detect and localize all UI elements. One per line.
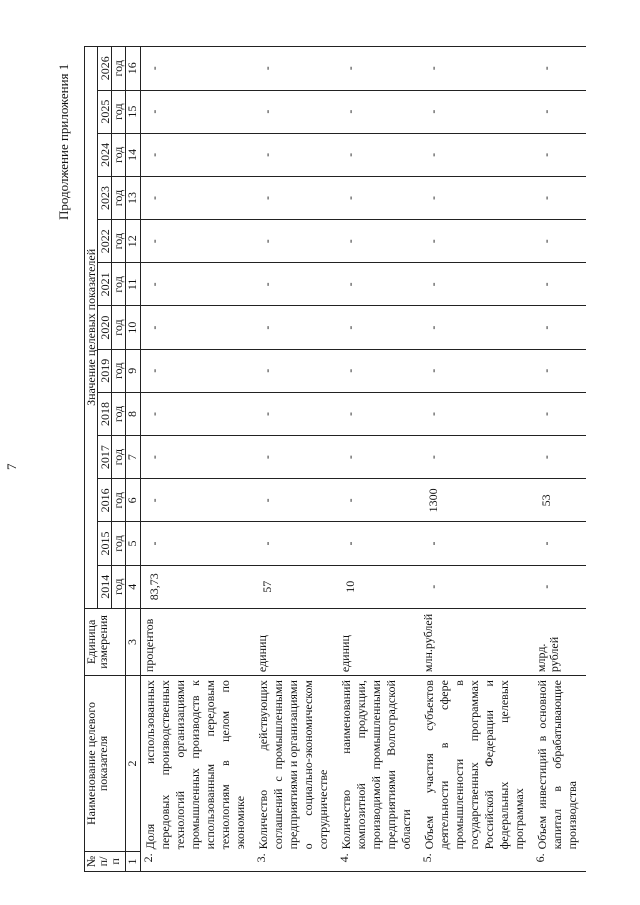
indicator-unit: единиц — [337, 608, 420, 675]
indicator-value: - — [254, 522, 337, 565]
year-suffix: год — [111, 566, 124, 608]
year-value: 2014 — [98, 574, 112, 599]
indicator-value: 57 — [254, 565, 337, 608]
column-number: 3 — [126, 608, 141, 675]
year-suffix: год — [111, 306, 124, 348]
indicator-value: - — [254, 133, 337, 176]
indicator-value: - — [337, 176, 420, 219]
indicator-value: - — [254, 392, 337, 435]
table-row — [141, 47, 255, 872]
row-number: 2. — [141, 851, 255, 871]
year-header — [98, 133, 126, 176]
indicator-value: - — [533, 220, 586, 263]
indicator-value: - — [141, 522, 255, 565]
indicator-value: - — [337, 263, 420, 306]
year-value: 2022 — [98, 229, 112, 254]
indicator-value: - — [254, 176, 337, 219]
indicator-value: - — [337, 306, 420, 349]
year-header — [98, 90, 126, 133]
indicator-value: - — [141, 47, 255, 91]
indicator-value: - — [533, 90, 586, 133]
indicator-value: - — [533, 263, 586, 306]
indicator-name: Объем участия субъектов деятельности в сфере промышленности в государственных программах Российской Федерации и федеральных целевых программах — [420, 676, 533, 852]
indicator-value: - — [254, 479, 337, 522]
column-number: 5 — [126, 522, 141, 565]
year-header — [98, 47, 126, 91]
indicator-value: - — [254, 349, 337, 392]
indicator-value: - — [141, 176, 255, 219]
year-value: 2023 — [98, 186, 112, 210]
indicator-value: - — [420, 522, 533, 565]
year-value: 2017 — [98, 445, 112, 470]
year-value: 2020 — [98, 315, 112, 340]
indicator-value: - — [141, 392, 255, 435]
indicator-value: - — [141, 263, 255, 306]
year-suffix: год — [111, 522, 124, 564]
year-value: 2016 — [98, 488, 112, 513]
year-value: 2018 — [98, 401, 112, 426]
year-value: 2025 — [98, 99, 112, 124]
year-header — [98, 392, 126, 435]
indicator-value: - — [420, 392, 533, 435]
indicator-unit: единиц — [254, 608, 337, 675]
indicator-value: 83,73 — [141, 565, 255, 608]
year-suffix: год — [111, 134, 124, 176]
header-values-group: Значение целевых показателей — [85, 47, 98, 609]
table-row — [337, 47, 420, 872]
column-number: 2 — [126, 676, 141, 852]
column-number: 4 — [126, 565, 141, 608]
column-number: 16 — [126, 47, 141, 91]
header-num: № п/п — [85, 851, 126, 871]
year-value: 2021 — [98, 272, 112, 297]
indicator-unit: млрд. рублей — [533, 608, 586, 675]
page-number: 7 — [4, 463, 19, 470]
year-value: 2024 — [98, 142, 112, 167]
indicator-value: - — [533, 47, 586, 91]
year-value: 2019 — [98, 358, 112, 383]
column-number: 7 — [126, 436, 141, 479]
column-number: 11 — [126, 263, 141, 306]
row-number: 6. — [533, 851, 586, 871]
indicator-name: Доля использованных передовых производственных технологий организациями промышленных производств к использованным передовым технологиям в целом по экономике — [141, 676, 255, 852]
indicator-value: - — [533, 392, 586, 435]
indicator-unit: процентов — [141, 608, 255, 675]
indicator-value: - — [254, 220, 337, 263]
column-number: 14 — [126, 133, 141, 176]
indicator-value: - — [420, 176, 533, 219]
year-value: 2026 — [98, 56, 112, 81]
indicator-value: - — [337, 522, 420, 565]
table-row — [533, 47, 586, 872]
column-number: 12 — [126, 220, 141, 263]
indicator-value: - — [141, 479, 255, 522]
year-header — [98, 436, 126, 479]
indicator-value: - — [533, 349, 586, 392]
year-header — [98, 220, 126, 263]
column-number: 15 — [126, 90, 141, 133]
year-header — [98, 176, 126, 219]
year-suffix: год — [111, 177, 124, 219]
column-number: 1 — [126, 851, 141, 871]
indicator-value: - — [141, 90, 255, 133]
table-row — [420, 47, 533, 872]
row-number: 4. — [337, 851, 420, 871]
year-suffix: год — [111, 91, 124, 133]
indicator-value: 53 — [533, 479, 586, 522]
indicator-value: - — [420, 349, 533, 392]
indicator-value: - — [420, 90, 533, 133]
indicator-value: - — [254, 47, 337, 91]
indicator-value: - — [533, 176, 586, 219]
indicator-value: - — [533, 565, 586, 608]
indicator-value: - — [141, 220, 255, 263]
column-number: 6 — [126, 479, 141, 522]
indicator-value: - — [420, 133, 533, 176]
indicator-unit: млн.рублей — [420, 608, 533, 675]
indicator-value: - — [337, 479, 420, 522]
row-number: 5. — [420, 851, 533, 871]
table-row — [254, 47, 337, 872]
indicator-value: - — [533, 436, 586, 479]
column-number: 8 — [126, 392, 141, 435]
indicator-value: - — [337, 220, 420, 263]
continuation-note: Продолжение приложения 1 — [56, 63, 71, 220]
indicator-value: - — [533, 522, 586, 565]
indicator-value: - — [533, 133, 586, 176]
indicator-value: - — [420, 220, 533, 263]
year-suffix: год — [111, 436, 124, 478]
indicator-value: - — [420, 47, 533, 91]
row-number: 3. — [254, 851, 337, 871]
indicator-value: - — [254, 436, 337, 479]
indicator-value: - — [337, 47, 420, 91]
year-suffix: год — [111, 47, 124, 90]
year-suffix: год — [111, 350, 124, 392]
year-suffix: год — [111, 263, 124, 305]
indicator-value: - — [141, 306, 255, 349]
indicator-value: - — [141, 436, 255, 479]
indicator-value: - — [420, 263, 533, 306]
indicator-value: - — [254, 306, 337, 349]
indicator-value: 1300 — [420, 479, 533, 522]
indicator-value: - — [337, 436, 420, 479]
indicator-value: 10 — [337, 565, 420, 608]
column-number: 13 — [126, 176, 141, 219]
year-value: 2015 — [98, 531, 112, 556]
indicator-name: Количество действующих соглашений с промышленными предприятиями и организациями о социально-экономическом сотрудничестве — [254, 676, 337, 852]
year-suffix: год — [111, 220, 124, 262]
indicator-value: - — [141, 133, 255, 176]
year-suffix: год — [111, 393, 124, 435]
year-header — [98, 306, 126, 349]
year-header — [98, 349, 126, 392]
indicator-value: - — [533, 306, 586, 349]
indicator-name: Количество наименований композитной продукции, производимой промышленными предприятиями Волгоградской области — [337, 676, 420, 852]
year-header — [98, 479, 126, 522]
indicator-value: - — [337, 133, 420, 176]
indicator-value: - — [420, 565, 533, 608]
indicator-value: - — [337, 349, 420, 392]
indicator-value: - — [420, 436, 533, 479]
indicator-value: - — [337, 90, 420, 133]
header-name: Наименование целевого показателя — [85, 676, 126, 852]
indicator-value: - — [254, 90, 337, 133]
indicator-value: - — [254, 263, 337, 306]
indicators-table — [84, 46, 586, 872]
indicator-value: - — [420, 306, 533, 349]
year-suffix: год — [111, 479, 124, 521]
year-header — [98, 522, 126, 565]
column-number: 10 — [126, 306, 141, 349]
year-header — [98, 263, 126, 306]
header-unit: Единица измерения — [85, 608, 126, 675]
column-number: 9 — [126, 349, 141, 392]
indicator-value: - — [141, 349, 255, 392]
indicator-name: Объем инвестиций в основной капитал в обрабатывающие производства — [533, 676, 586, 852]
year-header — [98, 565, 126, 608]
indicator-value: - — [337, 392, 420, 435]
